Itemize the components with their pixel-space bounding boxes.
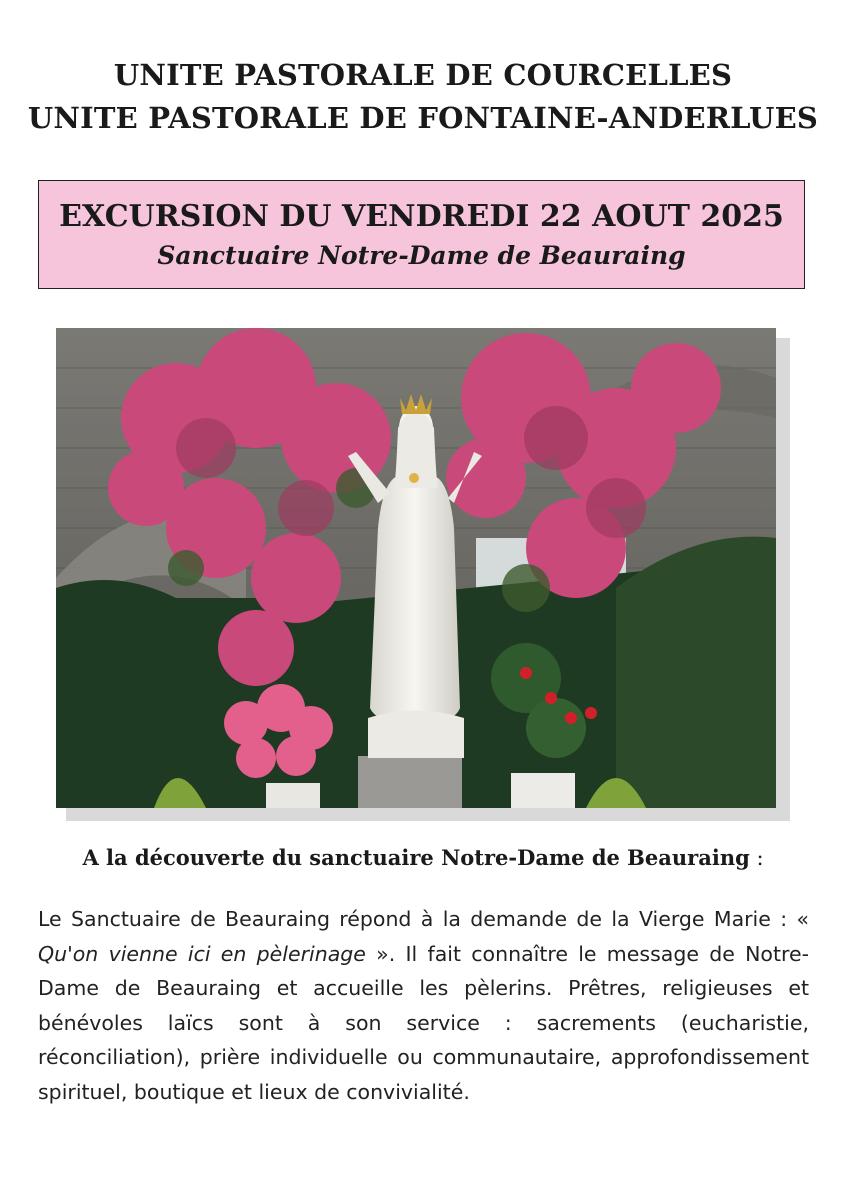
page-header [0,54,846,140]
flower-pot-left [266,783,320,808]
description-part-1: Le Sanctuaire de Beauraing répond à la demande de la Vierge Marie : « [38,907,809,931]
flower-pot-right [511,773,575,808]
statue-illustration [56,328,776,808]
description-quote: Qu'on vienne ici en pèlerinage [38,941,366,966]
description-part-2: ». Il fait connaître le message de Notre-Dame de Beauraing et accueille les pèlerins. Prêtres, religieuses et bénévoles laïcs sont à son service : sacrements (eucharistie, réconciliation), prière individuelle ou communautaire, approfondissement spirituel, boutique et lieux de convivialité. [38,941,809,1104]
sanctuary-photo [56,328,776,808]
statue-pedestal [358,756,462,808]
excursion-banner [38,180,805,289]
excursion-title: EXCURSION DU VENDREDI 22 AOUT 2025 [59,199,784,234]
description-paragraph [38,902,809,1110]
hedge-right [616,537,776,808]
header-line-fontaine-anderlues: UNITE PASTORALE DE FONTAINE-ANDERLUES [27,101,819,135]
header-line-courcelles: UNITE PASTORALE DE COURCELLES [113,58,733,92]
section-heading [0,842,846,874]
section-heading-bold: A la découverte du sanctuaire Notre-Dame de Beauraing [82,845,750,870]
section-heading-colon: : [749,846,764,870]
excursion-subtitle: Sanctuaire Notre-Dame de Beauraing [157,241,686,270]
